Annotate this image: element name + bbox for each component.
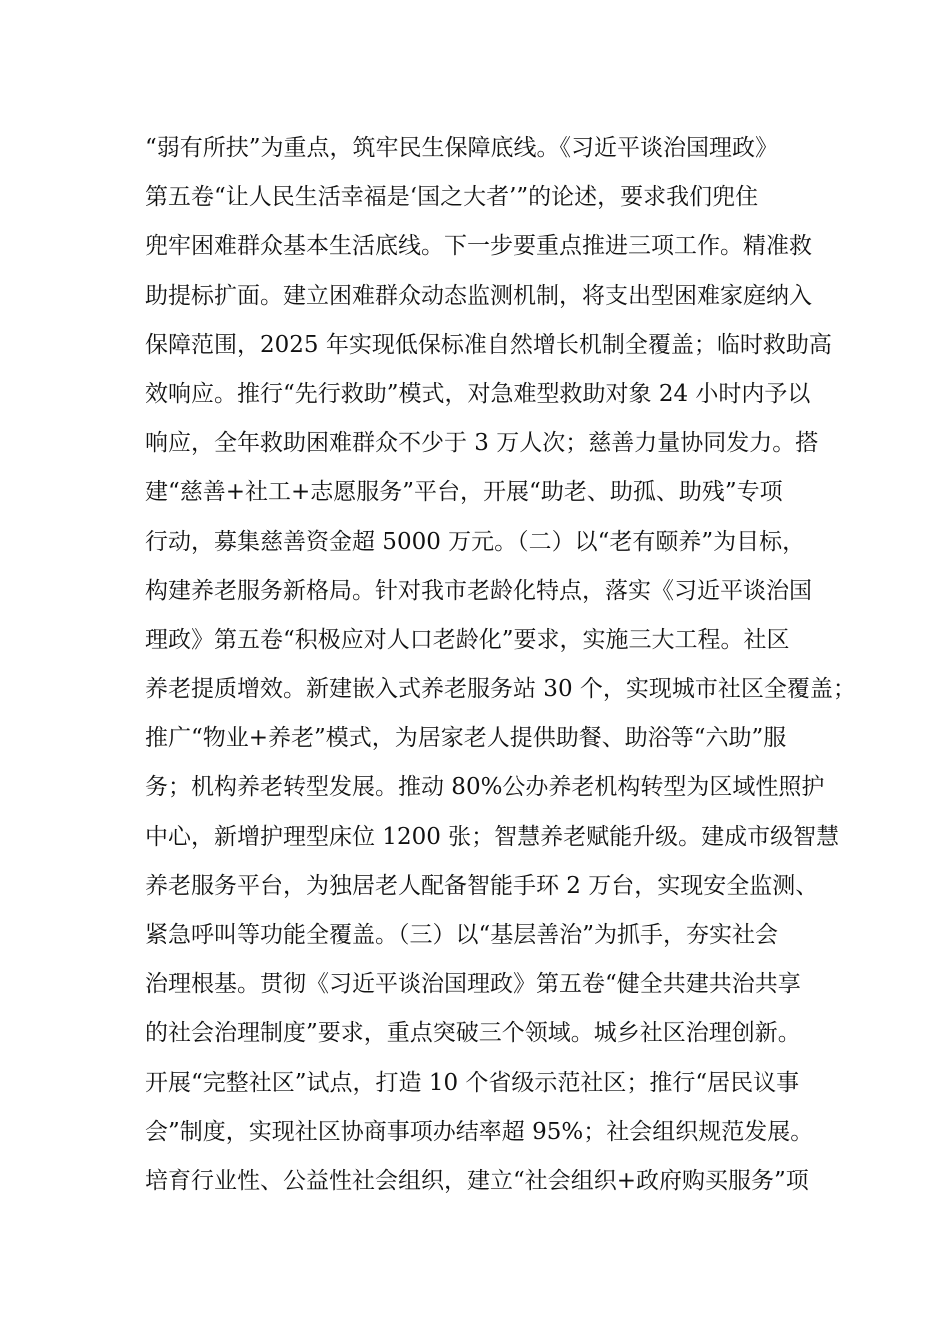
text-line-16: 养老服务平台，为独居老人配备智能手环 2 万台，实现安全监测、 (145, 872, 819, 899)
text-line-2: 第五卷“让人民生活幸福是‘国之大者’”的论述，要求我们兜住 (145, 184, 759, 211)
text-line-9: 行动，募集慈善资金超 5000 万元。（二）以“老有颐养”为目标， (145, 528, 806, 555)
text-line-19: 的社会治理制度”要求，重点突破三个领域。城乡社区治理创新。 (145, 1020, 801, 1047)
text-line-22: 培育行业性、公益性社会组织，建立“社会组织+政府购买服务”项 (145, 1167, 809, 1194)
text-line-1: “弱有所扶”为重点，筑牢民生保障底线。《习近平谈治国理政》 (145, 135, 779, 161)
text-line-21: 会”制度，实现社区协商事项办结率超 95%；社会组织规范发展。 (145, 1118, 814, 1145)
text-line-12: 养老提质增效。新建嵌入式养老服务站 30 个，实现城市社区全覆盖； (145, 676, 856, 703)
text-line-7: 响应，全年救助困难群众不少于 3 万人次；慈善力量协同发力。搭 (145, 430, 819, 457)
text-line-6: 效响应。推行“先行救助”模式，对急难型救助对象 24 小时内予以 (145, 380, 811, 407)
text-line-10: 构建养老服务新格局。针对我市老龄化特点，落实《习近平谈治国 (145, 577, 812, 604)
text-line-17: 紧急呼叫等功能全覆盖。（三）以“基层善治”为抓手，夯实社会 (145, 922, 779, 948)
text-line-4: 助提标扩面。建立困难群众动态监测机制，将支出型困难家庭纳入 (145, 282, 812, 309)
text-line-13: 推广“物业+养老”模式，为居家老人提供助餐、助浴等“六助”服 (145, 725, 787, 752)
body-paragraph (145, 124, 856, 1206)
text-line-18: 治理根基。贯彻《习近平谈治国理政》第五卷“健全共建共治共享 (145, 971, 801, 998)
text-line-8: 建“慈善+社工+志愿服务”平台，开展“助老、助孤、助残”专项 (145, 479, 783, 506)
text-line-3: 兜牢困难群众基本生活底线。下一步要重点推进三项工作。精准救 (145, 233, 812, 260)
text-line-5: 保障范围，2025 年实现低保标准自然增长机制全覆盖；临时救助高 (145, 331, 832, 358)
text-line-14: 务；机构养老转型发展。推动 80%公办养老机构转型为区域性照护 (145, 774, 825, 801)
text-line-11: 理政》第五卷“积极应对人口老龄化”要求，实施三大工程。社区 (145, 626, 790, 653)
text-line-15: 中心，新增护理型床位 1200 张；智慧养老赋能升级。建成市级智慧 (145, 823, 840, 850)
text-line-20: 开展“完整社区”试点，打造 10 个省级示范社区；推行“居民议事 (145, 1069, 800, 1096)
